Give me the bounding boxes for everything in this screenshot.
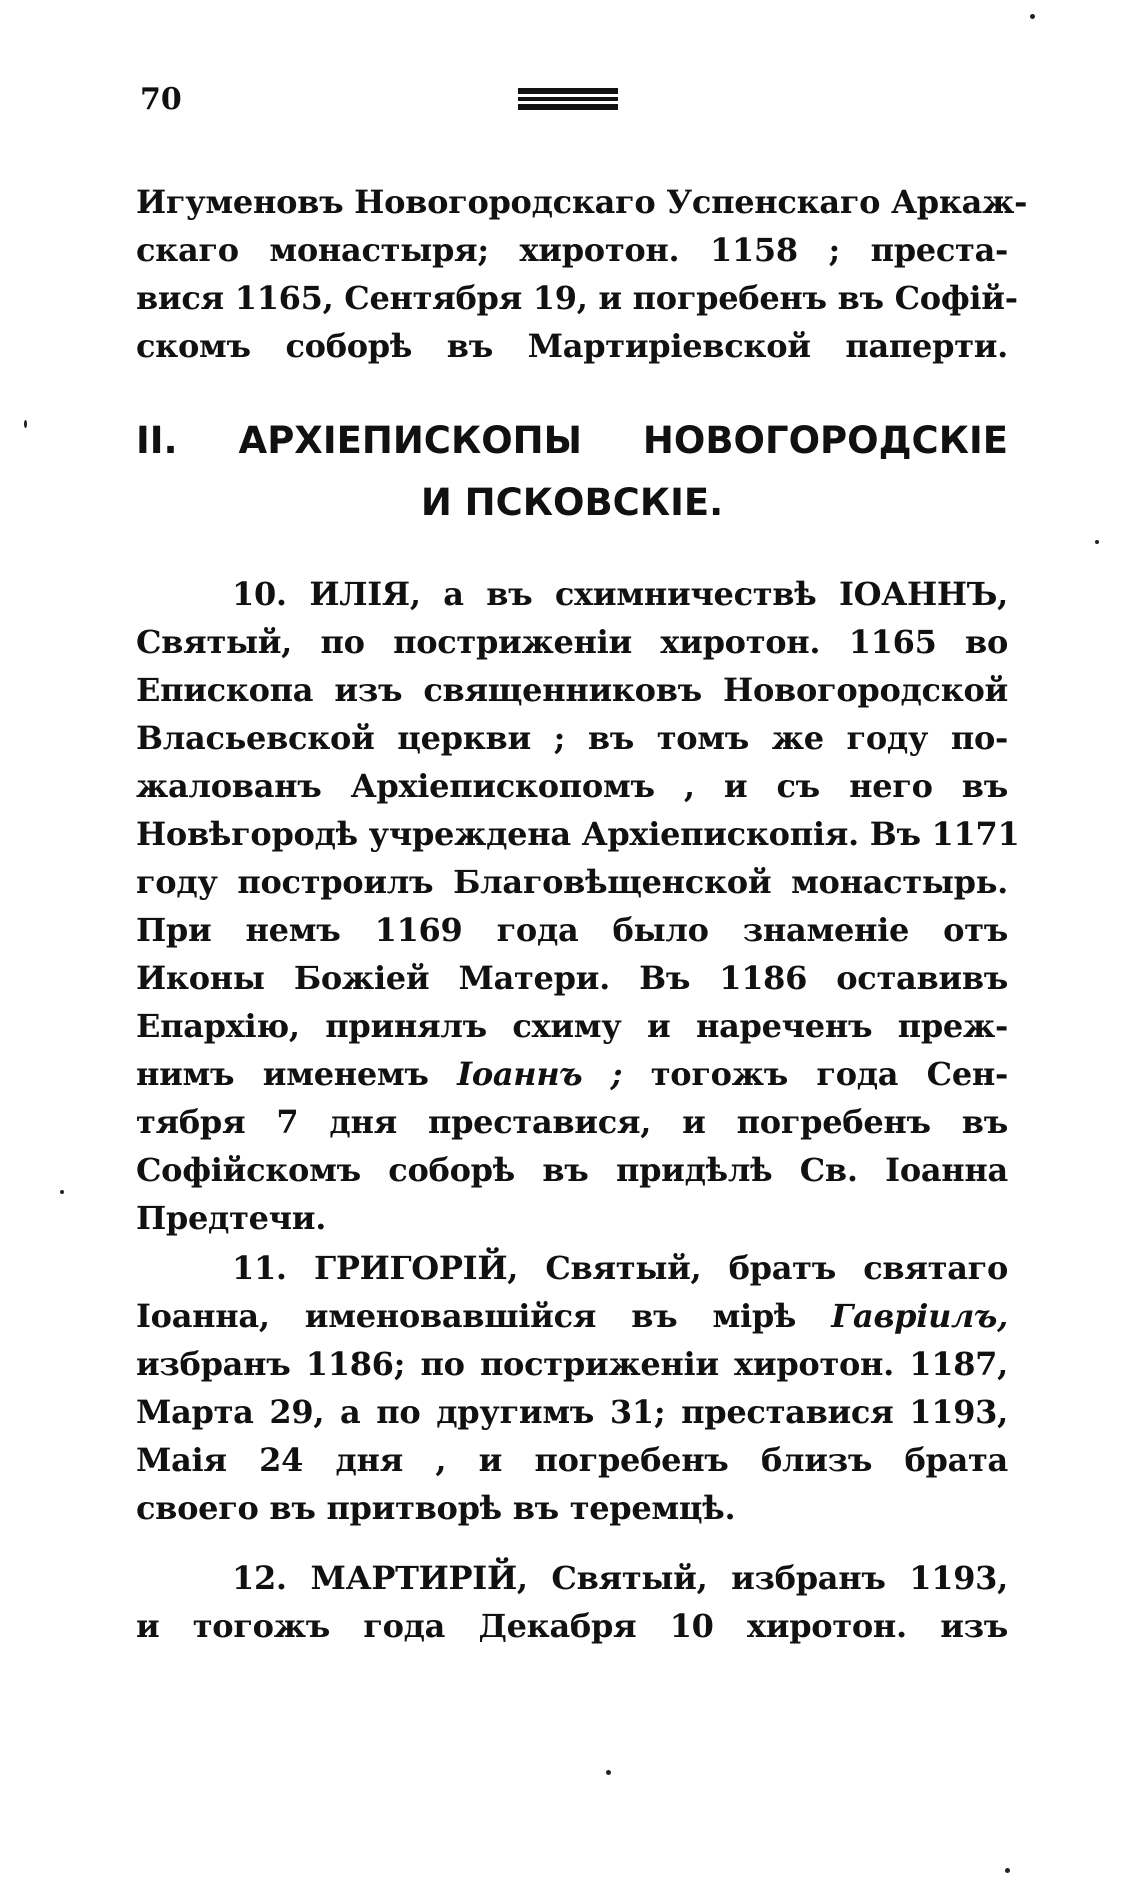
- entry-heading-line: 10. ИЛІЯ, а въ схимничествѣ ІОАННЪ,: [232, 575, 1008, 613]
- text-line: Игуменовъ Новогородскаго Успенскаго Аркаж-: [136, 183, 1028, 221]
- text-line: Марта 29, а по другимъ 31; преставися 1193,: [136, 1393, 1008, 1431]
- entry-11: [136, 1244, 1008, 1532]
- text-line: При немъ 1169 года было знаменіе отъ: [136, 911, 1008, 949]
- scan-speck: [1095, 540, 1099, 544]
- scan-speck: [1030, 14, 1035, 19]
- text-line: Власьевской церкви ; въ томъ же году по-: [136, 719, 1008, 757]
- text-line: своего въ притворѣ въ теремцѣ.: [136, 1489, 736, 1527]
- section-heading-line-1: II. АРХІЕПИСКОПЫ НОВОГОРОДСКІЕ: [136, 419, 1008, 462]
- text-line: Иконы Божіей Матери. Въ 1186 оставивъ: [136, 959, 1008, 997]
- italic-name: Гавріилъ,: [831, 1297, 1008, 1335]
- scan-speck: [1005, 1868, 1010, 1873]
- text-segment: тогожъ года Сен-: [650, 1055, 1009, 1093]
- scan-speck: [60, 1190, 64, 1194]
- text-line: вися 1165, Сентября 19, и погребенъ въ Софій-: [136, 279, 1018, 317]
- text-line: Софійскомъ соборѣ въ придѣлѣ Св. Іоанна: [136, 1151, 1008, 1189]
- scan-speck: [606, 1770, 611, 1775]
- text-line: тября 7 дня преставися, и погребенъ въ: [136, 1103, 1008, 1141]
- text-line-with-italic: [136, 1292, 1008, 1340]
- text-line: скаго монастыря; хиротон. 1158 ; преста-: [136, 231, 1008, 269]
- entry-heading-line: 11. ГРИГОРІЙ, Святый, братъ святаго: [232, 1249, 1008, 1287]
- intro-paragraph: [136, 178, 1028, 370]
- text-line: Святый, по постриженіи хиротон. 1165 во: [136, 623, 1008, 661]
- text-line: избранъ 1186; по постриженіи хиротон. 1187,: [136, 1345, 1008, 1383]
- entry-12: [136, 1554, 1008, 1650]
- header-rule-ornament: [518, 88, 618, 110]
- text-line: году построилъ Благовѣщенской монастырь.: [136, 863, 1008, 901]
- text-line: жалованъ Архіепископомъ , и съ него въ: [136, 767, 1008, 805]
- text-segment: нимъ именемъ: [136, 1055, 429, 1093]
- text-line: Епархію, принялъ схиму и нареченъ преж-: [136, 1007, 1008, 1045]
- section-heading-line-2: И ПСКОВСКІЕ.: [420, 481, 724, 524]
- italic-name: Іоаннъ ;: [457, 1055, 623, 1093]
- page-number: 70: [140, 82, 182, 117]
- text-line: Новѣгородѣ учреждена Архіепископія. Въ 1171: [136, 815, 1020, 853]
- text-line-with-italic: [136, 1050, 1008, 1098]
- text-segment: Іоанна, именовавшійся въ мірѣ: [136, 1297, 797, 1335]
- scan-speck: [24, 420, 27, 428]
- text-line: Маія 24 дня , и погребенъ близъ брата: [136, 1441, 1008, 1479]
- entry-10: [136, 570, 1020, 1242]
- text-line: Епископа изъ священниковъ Новогородской: [136, 671, 1008, 709]
- entry-heading-line: 12. МАРТИРІЙ, Святый, избранъ 1193,: [232, 1559, 1008, 1597]
- text-line: скомъ соборѣ въ Мартиріевской паперти.: [136, 327, 1008, 365]
- text-line: Предтечи.: [136, 1199, 327, 1237]
- section-heading: [136, 410, 1008, 534]
- text-line: и тогожъ года Декабря 10 хиротон. изъ: [136, 1607, 1008, 1645]
